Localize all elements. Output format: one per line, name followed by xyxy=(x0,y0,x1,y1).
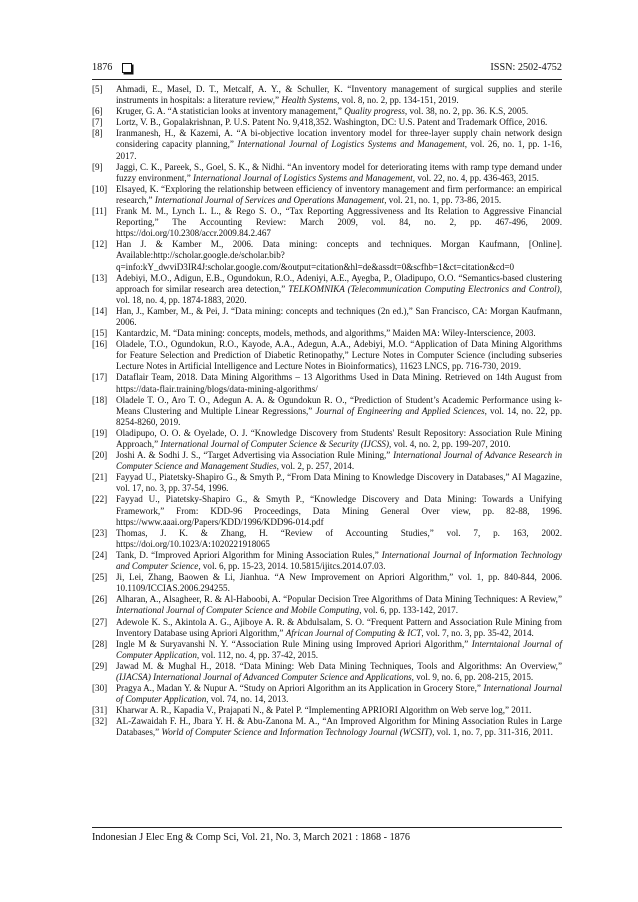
reference-source: World of Computer Science and Information Technology Journal (WCSIT) xyxy=(161,727,433,738)
reference-text xyxy=(116,494,562,527)
reference-text xyxy=(116,450,562,472)
reference-number: [5] xyxy=(92,84,103,94)
square-icon xyxy=(122,63,132,73)
reference-segment: , vol. 38, no. 2, pp. 36. K.S, 2005. xyxy=(404,106,529,117)
issn: ISSN: 2502-4752 xyxy=(490,62,562,73)
reference-text xyxy=(116,206,562,239)
reference-text xyxy=(116,106,562,117)
reference-segment: Fayyad U., Piatetsky-Shapiro G., & Smyth P., “From Data Mining to Knowledge Discovery in Databases,” AI Magazine, vol. 17, no. 3, pp. 37-54, 1996. xyxy=(116,472,562,494)
reference-segment: Kantardzic, M. “Data mining: concepts, models, methods, and algorithms,” Maiden MA: Wiley-Interscience, 2003. xyxy=(116,328,536,339)
reference-number: [26] xyxy=(92,594,108,605)
reference-number: [14] xyxy=(92,305,108,316)
reference-item xyxy=(92,162,562,184)
reference-segment: Jaggi, C. K., Pareek, S., Goel, S. K., & Nidhi. “An inventory model for deteriorating items with ramp type demand under fuzzy environment,” xyxy=(116,161,562,183)
reference-source: Interntaional Journal of Computer Application xyxy=(116,638,562,660)
reference-number: [15] xyxy=(92,328,108,339)
reference-number: [21] xyxy=(92,472,108,483)
reference-number: [7] xyxy=(92,117,103,128)
reference-item xyxy=(92,528,562,550)
reference-item xyxy=(92,683,562,705)
reference-source: International Journal of Computer Science and Mobile Computing xyxy=(116,605,360,616)
reference-item xyxy=(92,339,562,372)
reference-item xyxy=(92,572,562,594)
reference-segment: AL-Zawaidah F. H., Jbara Y. H. & Abu-Zanona M. A., “An Improved Algorithm for Mining Association Rules in Large Databases,” xyxy=(116,716,562,738)
footer-rule xyxy=(92,827,562,828)
reference-text xyxy=(116,528,562,550)
reference-segment: Joshi A. & Sodhi J. S., “Target Advertising via Association Rule Mining,” xyxy=(116,450,394,461)
reference-number: [17] xyxy=(92,372,108,383)
reference-segment: Han, J., Kamber, M., & Pei, J. “Data mining: concepts and techniques (2n ed.),” San Francisco, CA: Morgan Kaufmann, 2006. xyxy=(116,305,562,327)
reference-text xyxy=(116,306,562,328)
reference-item xyxy=(92,306,562,328)
reference-number: [23] xyxy=(92,527,108,538)
reference-number: [29] xyxy=(92,660,108,671)
reference-number: [6] xyxy=(92,106,103,117)
reference-number: [20] xyxy=(92,450,108,461)
reference-number: [22] xyxy=(92,494,108,505)
page-number: 1876 xyxy=(92,62,113,73)
reference-item xyxy=(92,472,562,494)
reference-segment: , vol. 7, no. 3, pp. 35-42, 2014. xyxy=(421,627,534,638)
reference-segment: , vol. 18, no. 4, pp. 1874-1883, 2020. xyxy=(116,283,562,305)
reference-item xyxy=(92,372,562,394)
header-rule xyxy=(92,79,562,80)
reference-text xyxy=(116,550,562,572)
reference-source: (IJACSA) International Journal of Advanced Computer Science and Applications xyxy=(116,671,412,682)
reference-source: International Journal of Computer Science & Security (IJCSS) xyxy=(160,439,390,449)
reference-source: International Journal of Computer Application xyxy=(116,683,562,705)
reference-segment: Oladele T. O., Aro T. O., Adegun A. A. & Ogundokun R. O., “Prediction of Student’s Academic Performance using k-Means Clustering and Multiple Linear Regressions,” xyxy=(116,394,562,416)
reference-item xyxy=(92,106,562,117)
reference-source: International Journal of Advance Research in Computer Science and Management Studies xyxy=(116,450,563,472)
reference-item xyxy=(92,716,562,738)
reference-segment: , vol. 14, no. 22, pp. 8254-8260, 2019. xyxy=(116,405,563,427)
reference-text xyxy=(116,372,562,394)
reference-source: International Journal of Logistics Systems and Management xyxy=(237,139,465,150)
reference-text xyxy=(116,639,562,661)
reference-item xyxy=(92,128,562,161)
reference-text xyxy=(116,572,562,594)
reference-source: Health Systems xyxy=(281,95,338,106)
reference-segment: , vol. 6, pp. 133-142, 2017. xyxy=(359,605,459,616)
reference-number: [19] xyxy=(92,427,108,438)
reference-source: Journal of Engineering and Applied Sciences xyxy=(315,405,485,416)
reference-text xyxy=(116,339,562,372)
reference-source: International Journal of Logistics Systems and Management xyxy=(193,172,413,183)
reference-source: International Journal of Services and Operations Management xyxy=(154,194,385,205)
reference-text xyxy=(116,705,562,716)
reference-text xyxy=(116,117,562,128)
reference-item xyxy=(92,494,562,527)
reference-text xyxy=(116,716,562,738)
reference-segment: Frank M. M., Lynch L. L., & Rego S. O., “Tax Reporting Aggressiveness and Its Relation to Aggressive Financial Reporting,” The Accounting Review: March 2009, vol. 84, no. 2, pp. 467-496, 2009. https://doi.org/10.2308/accr.2009.84.2.467 xyxy=(116,206,562,239)
reference-item xyxy=(92,617,562,639)
page-header xyxy=(92,62,562,76)
reference-list xyxy=(92,84,562,739)
reference-item xyxy=(92,661,562,683)
journal-citation: Indonesian J Elec Eng & Comp Sci, Vol. 21, No. 3, March 2021 : 1868 - 1876 xyxy=(92,832,410,843)
reference-segment: Pragya A., Madan Y. & Nupur A. “Study on Apriori Algorithm an its Application in Grocery Store,” xyxy=(116,683,484,694)
reference-number: [24] xyxy=(92,549,108,560)
reference-item xyxy=(92,117,562,128)
reference-text xyxy=(116,128,562,161)
reference-number: [9] xyxy=(92,161,103,172)
reference-number: [18] xyxy=(92,394,108,405)
reference-segment: Adewole K. S., Akintola A. G., Ajiboye A. R. & Abdulsalam, S. O. “Frequent Pattern and Association Rule Mining from Inventory Database using Apriori Algorithm,” xyxy=(116,616,562,638)
reference-item xyxy=(92,184,562,206)
reference-item xyxy=(92,428,562,450)
reference-text xyxy=(116,683,562,705)
reference-text xyxy=(116,84,562,106)
reference-segment: Tank, D. “Improved Apriori Algorithm for Mining Association Rules,” xyxy=(116,549,382,560)
reference-segment: Ingle M & Suryavanshi N. Y. “Association Rule Mining using Improved Apriori Algorithm,” xyxy=(116,638,472,649)
reference-segment: Fayyad U., Piatetsky-Shapiro G., & Smyth P., “Knowledge Discovery and Data Mining: Towards a Unifying Framework,” From: KDD-96 Proceedings, Data Mining General Over view, pp. 82-88, 1996. https://www.aaai.org/Papers/KDD/1996/KDD96-014.pdf xyxy=(116,494,562,527)
reference-segment: Dataflair Team, 2018. Data Mining Algorithms – 13 Algorithms Used in Data Mining. Retrieved on 14th August from https://data-flair.training/blogs/data-mining-algorithms/ xyxy=(116,372,562,394)
reference-item xyxy=(92,84,562,106)
reference-segment: Jawad M. & Mughal H., 2018. “Data Mining: Web Data Mining Techniques, Tools and Algorithms: An Overview,” xyxy=(116,660,562,671)
reference-number: [32] xyxy=(92,716,108,727)
reference-number: [28] xyxy=(92,638,108,649)
reference-item xyxy=(92,705,562,716)
reference-text xyxy=(116,273,562,306)
reference-number: [11] xyxy=(92,206,107,217)
reference-segment: , vol. 6, pp. 15-23, 2014. 10.5815/ijitcs.2014.07.03. xyxy=(198,561,386,572)
reference-item xyxy=(92,273,562,306)
reference-source: TELKOMNIKA (Telecommunication Computing Electronics and Control) xyxy=(288,283,560,294)
reference-item xyxy=(92,206,562,239)
reference-segment: Kharwar A. R., Kapadia V., Prajapati N., & Patel P. “Implementing APRIORI Algorithm on Web serve log,” 2011. xyxy=(116,705,532,716)
reference-number: [12] xyxy=(92,239,108,250)
reference-segment: , vol. 8, no. 2, pp. 134-151, 2019. xyxy=(337,95,459,106)
reference-number: [30] xyxy=(92,683,108,694)
reference-segment: , vol. 9, no. 6, pp. 208-215, 2015. xyxy=(411,671,534,682)
reference-item xyxy=(92,328,562,339)
reference-item xyxy=(92,450,562,472)
reference-number: [8] xyxy=(92,128,103,139)
reference-number: [31] xyxy=(92,705,108,716)
reference-text xyxy=(116,472,562,494)
reference-text xyxy=(116,239,562,272)
reference-segment: Ahmadi, E., Masel, D. T., Metcalf, A. Y., & Schuller, K. “Inventory management of surgical supplies and sterile instruments in hospitals: a literature review,” xyxy=(116,84,562,106)
reference-segment: , vol. 74, no. 14, 2013. xyxy=(206,694,289,705)
reference-segment: , vol. 1, no. 7, pp. 311-316, 2011. xyxy=(432,727,553,738)
reference-text xyxy=(116,328,562,339)
reference-text xyxy=(116,661,562,683)
reference-segment: , vol. 22, no. 4, pp. 436-463, 2015. xyxy=(412,172,539,183)
reference-source: Quality progress xyxy=(344,106,405,117)
reference-number: [25] xyxy=(92,572,108,583)
reference-number: [27] xyxy=(92,616,108,627)
reference-source: International Journal of Information Technology and Computer Science xyxy=(116,549,562,572)
reference-segment: , vol. 112, no. 4, pp. 37-42, 2015. xyxy=(196,649,319,660)
reference-text xyxy=(116,594,562,616)
reference-segment: , vol. 4, no. 2, pp. 199-207, 2010. xyxy=(389,439,511,449)
reference-segment: Iranmanesh, H., & Kazemi, A. “A bi-objective location inventory model for three-layer supply chain network design considering capacity planning,” xyxy=(116,128,562,150)
reference-number: [13] xyxy=(92,272,108,283)
reference-segment: Oladipupo, O. O. & Oyelade, O. J. “Knowledge Discovery from Students' Result Repository: Association Rule Mining Approach,” xyxy=(116,427,562,449)
reference-segment: Adebiyi, M.O., Adigun, E.B., Ogundokun, R.O., Adeniyi, A.E., Ayegba, P., Oladipupo, O.O. “Semantics-based clustering approach for similar research area detection,” xyxy=(116,272,562,294)
reference-segment: Ji, Lei, Zhang, Baowen & Li, Jianhua. “A New Improvement on Apriori Algorithm,” vol. 1, pp. 840-844, 2006. 10.1109/ICCIAS.2006.294255. xyxy=(116,572,562,594)
reference-segment: Elsayed, K. “Exploring the relationship between efficiency of inventory management and firm performance: an empirical research,” xyxy=(116,183,562,205)
reference-segment: Han J. & Kamber M., 2006. Data mining: concepts and techniques. Morgan Kaufmann, [Online]. Available:http://scholar.google.de/scholar.bib?q=info:kY_dwviD3IR4J:scholar.google.com/&output=citation&hl=de&assdt=0&scfhb=1&ct=citation&cd=0 xyxy=(116,239,562,272)
reference-item xyxy=(92,594,562,616)
reference-number: [16] xyxy=(92,339,108,350)
reference-segment: , vol. 2, p. 257, 2014. xyxy=(276,461,355,472)
reference-number: [10] xyxy=(92,183,108,194)
reference-text xyxy=(116,184,562,206)
reference-item xyxy=(92,639,562,661)
reference-segment: Alharan, A., Alsagheer, R. & Al-Haboobi, A. “Popular Decision Tree Algorithms of Data Mining Techniques: A Review,” xyxy=(116,594,562,605)
reference-segment: , vol. 21, no. 1, pp. 73-86, 2015. xyxy=(384,194,502,205)
reference-text xyxy=(116,395,562,428)
reference-item xyxy=(92,239,562,272)
reference-segment: Oladele, T.O., Ogundokun, R.O., Kayode, A.A., Adegun, A.A., Adebiyi, M.O. “Application of Data Mining Algorithms for Feature Selection and Prediction of Diabetic Retinopathy,” Lecture Notes in Computer Science (including subseries Lecture Notes in Artificial Intelligence and Lecture Notes in Bioinformatics), 11623 LNCS, pp. 716-730, 2019. xyxy=(116,339,562,372)
reference-item xyxy=(92,550,562,572)
reference-source: African Journal of Computing & ICT xyxy=(285,627,422,638)
reference-item xyxy=(92,395,562,428)
reference-segment: Kruger, G. A. “A statistician looks at inventory management,” xyxy=(116,106,345,117)
reference-text xyxy=(116,428,562,450)
reference-segment: , vol. 26, no. 1, pp. 1-16, 2017. xyxy=(116,139,562,161)
reference-text xyxy=(116,617,562,639)
reference-segment: Lortz, V. B., Gopalakrishnan, P. U.S. Patent No. 9,418,352. Washington, DC: U.S. Patent and Trademark Office, 2016. xyxy=(116,117,548,128)
reference-segment: Thomas, J. K. & Zhang, H. “Review of Accounting Studies,” vol. 7, p. 163, 2002. https://doi.org/10.1023/A:1020221918065 xyxy=(116,527,562,549)
reference-text xyxy=(116,162,562,184)
